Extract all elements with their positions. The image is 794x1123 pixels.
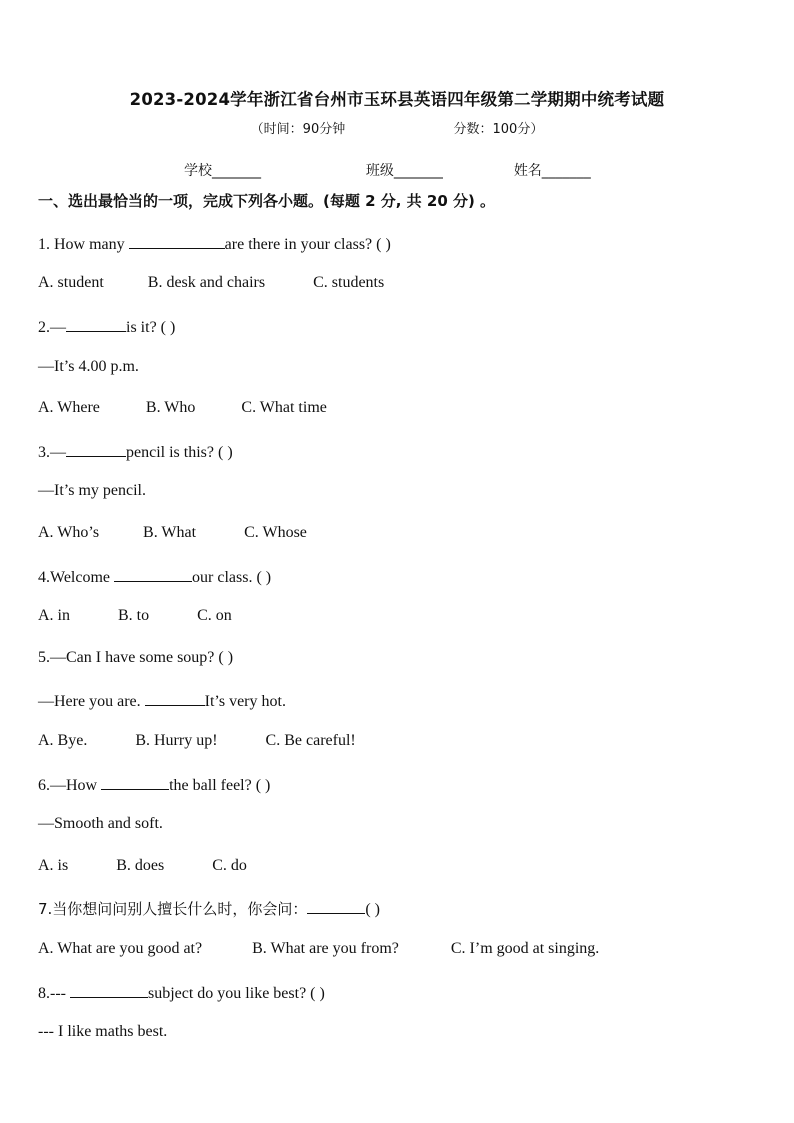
question-6-answer: —Smooth and soft. xyxy=(38,815,163,832)
question-5-options xyxy=(38,732,356,750)
question-2-options xyxy=(38,399,327,417)
answer-blank[interactable] xyxy=(66,441,126,457)
option-a[interactable]: A. Bye. xyxy=(38,732,88,749)
option-b[interactable]: B. What xyxy=(143,524,197,541)
question-3-text-end: pencil is this? ( ) xyxy=(126,444,233,461)
answer-blank[interactable] xyxy=(101,774,169,790)
question-3-text: 3.— xyxy=(38,444,66,461)
option-c[interactable]: C. I’m good at singing. xyxy=(450,940,600,957)
question-4-options xyxy=(38,607,232,625)
question-3-answer: —It’s my pencil. xyxy=(38,482,146,499)
question-8 xyxy=(38,982,325,1003)
option-b[interactable]: B. does xyxy=(116,857,165,874)
student-info-row xyxy=(184,160,591,180)
answer-blank[interactable] xyxy=(307,898,365,914)
answer-blank[interactable] xyxy=(129,233,225,249)
question-7-text: 7.当你想问问别人擅长什么时，你会问： xyxy=(38,900,308,918)
option-c[interactable]: C. do xyxy=(212,857,247,874)
option-a[interactable]: A. Who’s xyxy=(38,524,100,541)
question-1-text-end: are there in your class? ( ) xyxy=(224,236,391,253)
exam-time: （时间：90分钟 xyxy=(250,122,346,137)
question-2-text-end: is it? ( ) xyxy=(126,319,176,336)
question-6-text: 6.—How xyxy=(38,777,102,794)
question-7-text-end: ( ) xyxy=(365,901,380,918)
question-5-answer-text: —Here you are. xyxy=(38,693,145,710)
question-1 xyxy=(38,233,391,254)
option-b[interactable]: B. to xyxy=(118,607,150,624)
option-a[interactable]: A. Where xyxy=(38,399,100,416)
exam-score: 分数：100分） xyxy=(453,122,544,137)
question-4 xyxy=(38,566,271,587)
option-b[interactable]: B. Hurry up! xyxy=(135,732,218,749)
question-6-options xyxy=(38,857,247,875)
question-2-text: 2.— xyxy=(38,319,66,336)
class-field[interactable]: 班级_______ xyxy=(365,163,443,179)
answer-blank[interactable] xyxy=(66,316,126,332)
school-field[interactable]: 学校_______ xyxy=(184,163,261,179)
option-c[interactable]: C. Be careful! xyxy=(265,732,356,749)
exam-meta xyxy=(0,118,794,137)
question-8-text: 8.--- xyxy=(38,985,70,1002)
option-b[interactable]: B. What are you from? xyxy=(252,940,399,957)
option-a[interactable]: A. What are you good at? xyxy=(38,940,203,957)
question-7-options xyxy=(38,940,599,958)
question-3-options xyxy=(38,524,307,542)
option-c[interactable]: C. What time xyxy=(241,399,327,416)
question-2-answer: —It’s 4.00 p.m. xyxy=(38,358,139,375)
option-a[interactable]: A. is xyxy=(38,857,69,874)
answer-blank[interactable] xyxy=(114,566,192,582)
question-6-text-end: the ball feel? ( ) xyxy=(169,777,271,794)
question-8-answer: --- I like maths best. xyxy=(38,1023,168,1040)
question-5: 5.—Can I have some soup? ( ) xyxy=(38,649,234,666)
option-c[interactable]: C. Whose xyxy=(244,524,307,541)
name-field[interactable]: 姓名_______ xyxy=(513,163,591,179)
question-1-text: 1. How many xyxy=(38,236,129,253)
option-b[interactable]: B. Who xyxy=(145,399,196,416)
question-4-text: 4.Welcome xyxy=(38,569,115,586)
option-c[interactable]: C. on xyxy=(197,607,232,624)
question-5-answer-end: It’s very hot. xyxy=(204,693,286,710)
question-3 xyxy=(38,441,233,462)
option-a[interactable]: A. student xyxy=(38,274,104,291)
question-1-options xyxy=(38,274,384,292)
option-a[interactable]: A. in xyxy=(38,607,70,624)
option-b[interactable]: B. desk and chairs xyxy=(147,274,266,291)
question-6 xyxy=(38,774,270,795)
option-c[interactable]: C. students xyxy=(313,274,385,291)
question-8-text-end: subject do you like best? ( ) xyxy=(147,985,325,1002)
section-heading: 一、选出最恰当的一项，完成下列各小题。(每题 2 分, 共 20 分) 。 xyxy=(38,192,496,210)
answer-blank[interactable] xyxy=(145,690,205,706)
answer-blank[interactable] xyxy=(70,982,148,998)
question-7 xyxy=(38,898,380,919)
question-4-text-end: our class. ( ) xyxy=(192,569,272,586)
exam-title: 2023-2024学年浙江省台州市玉环县英语四年级第二学期期中统考试题 xyxy=(129,90,665,109)
question-5-answer xyxy=(38,690,286,711)
question-2 xyxy=(38,316,175,337)
